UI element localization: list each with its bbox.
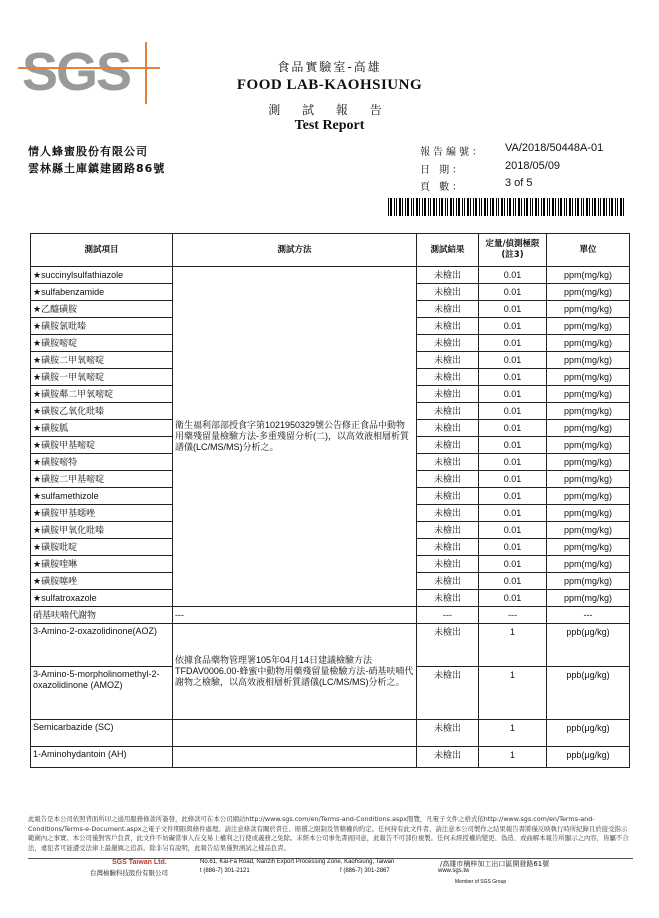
unit: ppb(μg/kg) xyxy=(547,667,630,720)
test-item: 3-Amino-5-morpholinomethyl-2-oxazolidinone (AMOZ) xyxy=(31,667,173,720)
client-address: 雲林縣土庫鎮建國路86號 xyxy=(28,162,166,175)
detection-limit: 1 xyxy=(479,747,547,768)
barcode-bar xyxy=(450,198,452,216)
test-result: 未檢出 xyxy=(417,454,479,471)
barcode-bar xyxy=(475,198,477,216)
test-result: 未檢出 xyxy=(417,488,479,505)
barcode-bar xyxy=(422,198,423,216)
barcode-bar xyxy=(467,198,469,216)
report-date: 2018/05/09 xyxy=(505,160,561,172)
barcode-bar xyxy=(490,198,491,216)
test-result: 未檢出 xyxy=(417,505,479,522)
barcode-bar xyxy=(394,198,395,216)
table-row xyxy=(31,747,630,768)
barcode-bar xyxy=(617,198,618,216)
test-result: 未檢出 xyxy=(417,369,479,386)
test-method: 衛生福利部部授食字第1021950329號公告修正食品中動物用藥殘留量檢驗方法-多重殘留分析(二)，以高效液相層析質譜儀(LC/MS/MS)分析之。 xyxy=(173,267,417,607)
barcode-bar xyxy=(575,198,576,216)
test-result: 未檢出 xyxy=(417,420,479,437)
barcode-bar xyxy=(441,198,443,216)
barcode-bar xyxy=(433,198,435,216)
barcode-bar xyxy=(507,198,508,216)
barcode-bar xyxy=(407,198,409,216)
barcode-bar xyxy=(413,198,414,216)
detection-limit: 0.01 xyxy=(479,505,547,522)
test-item: ★磺胺一甲氧嘧啶 xyxy=(31,369,173,386)
test-result: 未檢出 xyxy=(417,667,479,720)
detection-limit: 0.01 xyxy=(479,403,547,420)
barcode-bar xyxy=(402,198,403,216)
unit: ppb(μg/kg) xyxy=(547,720,630,747)
test-result: 未檢出 xyxy=(417,301,479,318)
page-label: 頁 數： xyxy=(420,182,466,193)
page-number: 3 of 5 xyxy=(505,177,533,189)
barcode-bar xyxy=(518,198,520,216)
test-result: --- xyxy=(417,607,479,624)
test-result: 未檢出 xyxy=(417,471,479,488)
barcode-bar xyxy=(583,198,584,216)
test-result: 未檢出 xyxy=(417,720,479,747)
unit: --- xyxy=(547,607,630,624)
test-result: 未檢出 xyxy=(417,352,479,369)
date-label: 日 期： xyxy=(420,165,466,176)
test-result: 未檢出 xyxy=(417,522,479,539)
company-name-en: SGS Taiwan Ltd. xyxy=(112,859,167,866)
col-header-item: 測試項目 xyxy=(31,234,173,267)
barcode-bar xyxy=(535,198,537,216)
test-item: ★磺胺吡啶 xyxy=(31,539,173,556)
col-header-limit: 定量/偵測極限(註3) xyxy=(479,234,547,267)
test-item: ★磺胺甲氧化吡嗪 xyxy=(31,522,173,539)
barcode-bar xyxy=(558,198,559,216)
barcode-bar xyxy=(501,198,503,216)
unit: ppm(mg/kg) xyxy=(547,573,630,590)
test-method: 依據食品藥物管理署105年04月14日建議檢驗方法TFDAV0006.00-蜂蜜中動物用藥殘留量檢驗方法-硝基呋喃代謝物之檢驗，以高效液相層析質譜儀(LC/MS/MS)分析之。 xyxy=(173,624,417,720)
test-item: ★磺胺鄰二甲氧嘧啶 xyxy=(31,386,173,403)
unit: ppb(μg/kg) xyxy=(547,624,630,667)
detection-limit: 0.01 xyxy=(479,335,547,352)
unit: ppm(mg/kg) xyxy=(547,522,630,539)
detection-limit: 0.01 xyxy=(479,488,547,505)
company-fax: f (886-7) 301-2867 xyxy=(340,868,390,874)
detection-limit: 0.01 xyxy=(479,369,547,386)
barcode-bar xyxy=(424,198,426,216)
barcode-bar xyxy=(609,198,610,216)
barcode-bar xyxy=(447,198,448,216)
detection-limit: 0.01 xyxy=(479,522,547,539)
col-header-method: 測試方法 xyxy=(173,234,417,267)
test-result: 未檢出 xyxy=(417,335,479,352)
test-item: ★磺胺乙氧化吡嗪 xyxy=(31,403,173,420)
barcode-bar xyxy=(388,198,389,216)
barcode-bar xyxy=(541,198,542,216)
barcode-bar xyxy=(521,198,522,216)
disclaimer: 此報告是本公司依照背面所印之通用服務條款所簽發，此條款可在本公司網站http://www.sgs.com/en/Terms-and-Conditions.aspx閱覽，凡電子文件之格式依http://www.sgs.com/en/Terms-and-Conditions/Terms-e-Document.aspx之電子文件期限與條件處理。請注意條款有關於責任、賠償之限制及管轄權的約定。任何持有此文件者，請注意本公司製作之結果報告書將僅反映執行時所紀錄且於接受指示範圍內之事實。本公司僅對客戶負責，此文件不妨礙當事人在交易上權利之行使或義務之免除。未經本公司事先書面同意，此報告不可部份複製。任何未經授權的變更、偽造、或曲解本報告所顯示之內容，皆屬不合法，違犯者可能遭受法律上最嚴厲之追訴。除非另有說明，此報告結果僅對測試之樣品負責。 xyxy=(28,815,629,852)
barcode-bar xyxy=(515,198,516,216)
unit: ppm(mg/kg) xyxy=(547,539,630,556)
barcode-bar xyxy=(484,198,486,216)
lab-name-en: FOOD LAB-KAOHSIUNG xyxy=(236,77,423,93)
barcode-bar xyxy=(566,198,567,216)
barcode-bar xyxy=(530,198,531,216)
unit: ppm(mg/kg) xyxy=(547,369,630,386)
report-title-cn: 測 試 報 告 xyxy=(268,103,391,117)
detection-limit: 1 xyxy=(479,720,547,747)
detection-limit: 0.01 xyxy=(479,284,547,301)
report-no: VA/2018/50448A-01 xyxy=(505,142,604,154)
barcode-bar xyxy=(598,198,599,216)
barcode-bar xyxy=(498,198,499,216)
barcode-bar xyxy=(416,198,418,216)
barcode-bar xyxy=(606,198,607,216)
table-row xyxy=(31,607,630,624)
test-item: ★磺胺噻唑 xyxy=(31,573,173,590)
test-item: ★磺胺嘧啶 xyxy=(31,335,173,352)
lab-name-cn: 食品實驗室-高雄 xyxy=(277,60,382,74)
barcode-bar xyxy=(492,198,494,216)
barcode-bar xyxy=(549,198,550,216)
barcode-bar xyxy=(479,198,480,216)
test-result: 未檢出 xyxy=(417,267,479,284)
test-item: ★sulfatroxazole xyxy=(31,590,173,607)
unit: ppm(mg/kg) xyxy=(547,335,630,352)
test-result: 未檢出 xyxy=(417,590,479,607)
company-name-cn: 台灣檢驗科技股份有限公司 xyxy=(90,869,168,877)
test-item: ★succinylsulfathiazole xyxy=(31,267,173,284)
test-item: ★磺胺氯吡嗪 xyxy=(31,318,173,335)
detection-limit: 0.01 xyxy=(479,386,547,403)
barcode-bar xyxy=(509,198,511,216)
unit: ppm(mg/kg) xyxy=(547,284,630,301)
barcode-bar xyxy=(405,198,406,216)
table-header-row xyxy=(31,234,630,267)
barcode-bar xyxy=(581,198,582,216)
test-item: ★磺胺胍 xyxy=(31,420,173,437)
barcode-bar xyxy=(592,198,593,216)
table-row xyxy=(31,267,630,284)
unit: ppm(mg/kg) xyxy=(547,454,630,471)
table-row xyxy=(31,720,630,747)
barcode-bar xyxy=(600,198,601,216)
test-result: 未檢出 xyxy=(417,747,479,768)
col-header-result: 測試結果 xyxy=(417,234,479,267)
report-no-label: 報告編號： xyxy=(420,147,485,158)
barcode-bar xyxy=(399,198,401,216)
barcode-bar xyxy=(456,198,457,216)
unit: ppm(mg/kg) xyxy=(547,420,630,437)
test-method: --- xyxy=(173,607,417,624)
test-result: 未檢出 xyxy=(417,386,479,403)
unit: ppm(mg/kg) xyxy=(547,437,630,454)
member-of-sgs: Member of SGS Group xyxy=(455,879,507,885)
barcode-bar xyxy=(513,198,514,216)
test-item: ★sulfabenzamide xyxy=(31,284,173,301)
barcode-bar xyxy=(439,198,440,216)
test-result: 未檢出 xyxy=(417,437,479,454)
detection-limit: 0.01 xyxy=(479,352,547,369)
test-item: 1-Aminohydantoin (AH) xyxy=(31,747,173,768)
detection-limit: 0.01 xyxy=(479,539,547,556)
barcode-bar xyxy=(524,198,525,216)
company-address-cn: /高雄市楠梓加工出口區開發路61號 xyxy=(440,860,550,868)
barcode-bar xyxy=(445,198,446,216)
barcode-bar xyxy=(603,198,605,216)
test-item: ★磺胺甲基嘧啶 xyxy=(31,437,173,454)
client-name: 情人蜂蜜股份有限公司 xyxy=(28,145,148,158)
detection-limit: 0.01 xyxy=(479,471,547,488)
barcode xyxy=(388,198,626,216)
results-table xyxy=(30,233,630,768)
barcode-bar xyxy=(611,198,613,216)
barcode-bar xyxy=(594,198,596,216)
unit: ppb(μg/kg) xyxy=(547,747,630,768)
test-item: ★sulfamethizole xyxy=(31,488,173,505)
test-item: ★磺胺嘧特 xyxy=(31,454,173,471)
barcode-bar xyxy=(526,198,528,216)
barcode-bar xyxy=(547,198,548,216)
barcode-bar xyxy=(560,198,562,216)
unit: ppm(mg/kg) xyxy=(547,301,630,318)
barcode-bar xyxy=(473,198,474,216)
barcode-bar xyxy=(470,198,471,216)
test-result: 未檢出 xyxy=(417,318,479,335)
barcode-bar xyxy=(577,198,579,216)
test-method xyxy=(173,720,417,747)
detection-limit: 0.01 xyxy=(479,318,547,335)
company-website: www.sgs.tw xyxy=(438,868,470,874)
barcode-bar xyxy=(532,198,533,216)
detection-limit: 0.01 xyxy=(479,556,547,573)
unit: ppm(mg/kg) xyxy=(547,556,630,573)
test-method xyxy=(173,747,417,768)
barcode-bar xyxy=(552,198,554,216)
detection-limit: 0.01 xyxy=(479,573,547,590)
barcode-bar xyxy=(538,198,539,216)
barcode-bar xyxy=(428,198,429,216)
unit: ppm(mg/kg) xyxy=(547,267,630,284)
unit: ppm(mg/kg) xyxy=(547,386,630,403)
barcode-bar xyxy=(555,198,556,216)
detection-limit: 0.01 xyxy=(479,267,547,284)
test-item: ★乙醯磺胺 xyxy=(31,301,173,318)
test-item: ★磺胺喹啉 xyxy=(31,556,173,573)
test-result: 未檢出 xyxy=(417,539,479,556)
unit: ppm(mg/kg) xyxy=(547,505,630,522)
barcode-bar xyxy=(396,198,397,216)
detection-limit: --- xyxy=(479,607,547,624)
detection-limit: 0.01 xyxy=(479,437,547,454)
barcode-bar xyxy=(419,198,420,216)
unit: ppm(mg/kg) xyxy=(547,318,630,335)
detection-limit: 0.01 xyxy=(479,420,547,437)
detection-limit: 1 xyxy=(479,667,547,720)
barcode-bar xyxy=(543,198,545,216)
test-result: 未檢出 xyxy=(417,573,479,590)
test-item: 硝基呋喃代謝物 xyxy=(31,607,173,624)
test-item: Semicarbazide (SC) xyxy=(31,720,173,747)
company-tel: t (886-7) 301-2121 xyxy=(200,868,250,874)
detection-limit: 1 xyxy=(479,624,547,667)
barcode-bar xyxy=(481,198,482,216)
unit: ppm(mg/kg) xyxy=(547,590,630,607)
svg-text:SGS: SGS xyxy=(22,42,131,102)
test-result: 未檢出 xyxy=(417,284,479,301)
detection-limit: 0.01 xyxy=(479,301,547,318)
test-result: 未檢出 xyxy=(417,403,479,420)
test-item: 3-Amino-2-oxazolidinone(AOZ) xyxy=(31,624,173,667)
test-result: 未檢出 xyxy=(417,556,479,573)
test-item: ★磺胺甲基噁唑 xyxy=(31,505,173,522)
barcode-bar xyxy=(462,198,463,216)
detection-limit: 0.01 xyxy=(479,590,547,607)
col-header-unit: 單位 xyxy=(547,234,630,267)
barcode-bar xyxy=(615,198,616,216)
barcode-bar xyxy=(504,198,505,216)
test-item: ★磺胺二甲基嘧啶 xyxy=(31,471,173,488)
company-address-en: No.61, Kai-Fa Road, Nanzih Export Processing Zone, Kaohsiung, Taiwan xyxy=(200,859,395,865)
barcode-bar xyxy=(436,198,437,216)
unit: ppm(mg/kg) xyxy=(547,352,630,369)
barcode-bar xyxy=(458,198,460,216)
barcode-bar xyxy=(569,198,571,216)
barcode-bar xyxy=(496,198,497,216)
barcode-bar xyxy=(487,198,488,216)
barcode-bar xyxy=(411,198,412,216)
barcode-bar xyxy=(623,198,624,216)
barcode-bar xyxy=(572,198,573,216)
barcode-bar xyxy=(390,198,392,216)
barcode-bar xyxy=(586,198,588,216)
test-result: 未檢出 xyxy=(417,624,479,667)
table-row xyxy=(31,624,630,667)
unit: ppm(mg/kg) xyxy=(547,403,630,420)
test-item: ★磺胺二甲氧嘧啶 xyxy=(31,352,173,369)
report-title-en: Test Report xyxy=(294,118,365,133)
barcode-bar xyxy=(453,198,454,216)
unit: ppm(mg/kg) xyxy=(547,488,630,505)
detection-limit: 0.01 xyxy=(479,454,547,471)
barcode-bar xyxy=(564,198,565,216)
barcode-bar xyxy=(589,198,590,216)
unit: ppm(mg/kg) xyxy=(547,471,630,488)
barcode-bar xyxy=(620,198,622,216)
barcode-bar xyxy=(464,198,465,216)
barcode-bar xyxy=(430,198,431,216)
